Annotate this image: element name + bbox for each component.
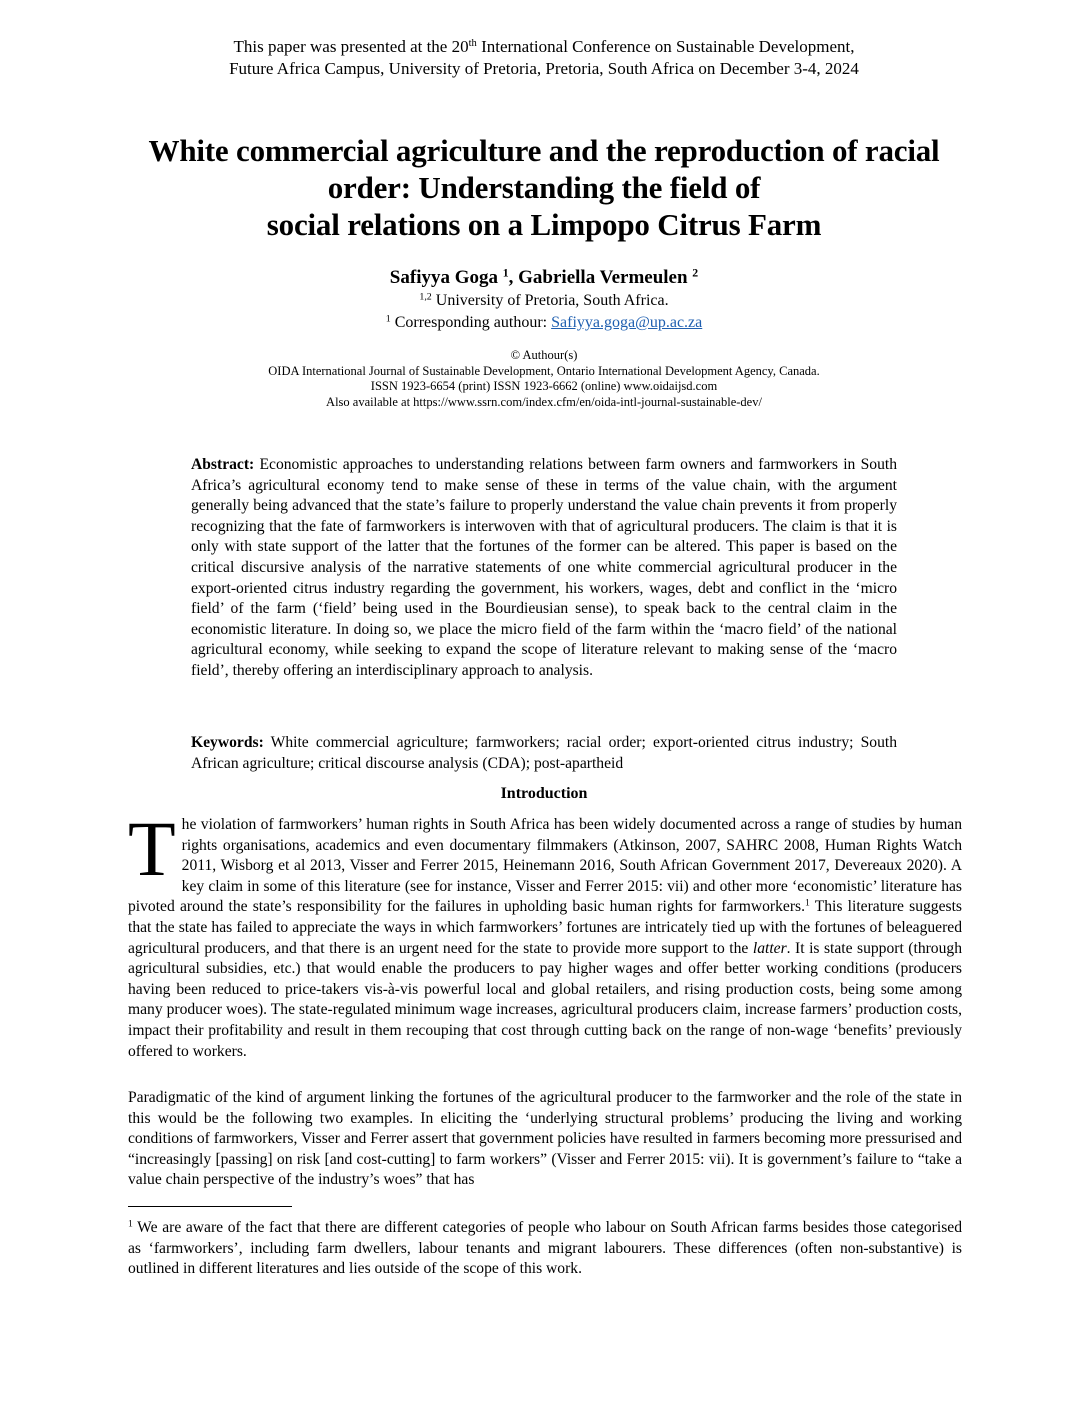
abstract-text: Economistic approaches to understanding relations between farm owners and farmworkers in South Africa’s agricultural economy tend to make sense of these in terms of the value chain, with the argument generally being advanced that the state’s failure to properly understand the value chain prevents it from properly recognizing that the fate of farmworkers is interwoven with that of agricultural producers. The claim is that it is only with state support of the latter that the fortunes of the former can be altered. This paper is based on the critical discursive analysis of the narrative statements of one white commercial agricultural producer in the export-oriented citrus industry regarding the government, his workers, wages, debt and conflict in the ‘micro field’ of the farm (‘field’ being used in the Bourdieusian sense), to speak back to the central claim in the economistic literature. In doing so, we place the micro field of the farm within the ‘macro field’ of the national agricultural economy, while seeking to expand the scope of literature relevant to making sense of the ‘macro field’, thereby offering an interdisciplinary approach to analysis. [191,456,897,679]
footnote-1 [128,1218,962,1280]
footnote-text: We are aware of the fact that there are different categories of people who labour on South African farms besides those categorised as ‘farmworkers’, including farm dwellers, labour tenants and migrant labourers. These differences (often non-substantive) is outlined in different literatures and lies outside of the scope of this work. [128,1219,962,1278]
journal-info [0,348,1088,410]
issn-line: ISSN 1923-6654 (print) ISSN 1923-6662 (online) www.oidaijsd.com [370,379,718,393]
section-heading-introduction: Introduction [500,785,588,802]
keywords [191,733,897,774]
abstract [191,455,897,682]
availability-line: Also available at https://www.ssrn.com/index.cfm/en/oida-intl-journal-sustainable-dev/ [326,394,762,409]
keywords-label: Keywords: [191,734,264,751]
copyright-line: © Authour(s) [510,348,578,362]
conference-note-line1: This paper was presented at the 20th International Conference on Sustainable Development, [233,37,855,56]
footnote-ref[interactable]: 1 [804,898,810,910]
journal-name: OIDA International Journal of Sustainable Development, Ontario International Development Agency, Canada. [268,363,820,378]
author-1: Safiyya Goga [389,267,498,288]
footnote-separator [128,1206,292,1207]
drop-cap: T [128,805,176,892]
title-line-1: White commercial agriculture and the reproduction of racial [148,133,940,168]
author-list: Safiyya Goga $^1$, Gabriella Vermeulen $^2$ [389,266,699,288]
title-line-3: social relations on a Limpopo Citrus Farm [266,207,822,242]
conference-note-line2: Future Africa Campus, University of Pretoria, Pretoria, South Africa on December 3-4, 2024 [229,59,859,78]
paper-title [100,132,988,243]
corresponding-author: $^1$ Corresponding authour: Safiyya.goga@up.ac.za [385,313,703,331]
footnote-number: 1 [128,1218,133,1230]
affiliation: $^{1,2}$ University of Pretoria, South Africa. [419,291,669,309]
abstract-label: Abstract: [191,456,255,473]
intro-paragraph-1: The violation of farmworkers’ human rights in South Africa has been widely documented across a range of studies by human rights organisations, academics and even documentary filmmakers (Atkinson, 2007, SAHRC 2008, Human Rights Watch 2011, Wisborg et al 2013, Visser and Ferrer 2015, Heinemann 2016, South African Government 2017, Devereaux 2020). A key claim in some of this literature (see for instance, Visser and Ferrer 2015: vii) and other more ‘economistic’ literature has pivoted around the state’s responsibility for the failures in upholding basic human rights for farmworkers.$^1$ This literature suggests that the state has failed to appreciate the ways in which farmworkers’ fortunes are intricately tied up with the fortunes of beleaguered agricultural producers, and that there is an urgent need for the state to provide more support to the latter. It is state support (through agricultural subsidies, etc.) that would enable the producers to pay higher wages and offer better working conditions (producers having been reduced to price-takers vis-à-vis powerful local and global retailers, and rising production costs, being some among many producer woes). The state-regulated minimum wage increases, agricultural producers claim, increase farmers’ production costs, impact their profitability and result in them recouping that cost through cutting back on the range of non-wage ‘benefits’ previously offered to workers. [128,805,962,1060]
author-2: Gabriella Vermeulen [518,267,688,288]
conference-note [0,36,1088,80]
title-line-2: order: Understanding the field of [327,170,761,205]
corresponding-email-link[interactable]: Safiyya.goga@up.ac.za [551,314,703,331]
intro-paragraph-2: Paradigmatic of the kind of argument linking the fortunes of the agricultural producer to the farmworker and the role of the state in this would be the following two examples. In eliciting the ‘underlying structural problems’ producing the living and working conditions of farmworkers, Visser and Ferrer assert that government policies have resulted in farmers becoming more pressurised and “increasingly [passing] on risk [and cost-cutting] to farm workers” (Visser and Ferrer 2015: vii). It is government’s failure to “take a value chain perspective of the industry’s woes” that has [128,1089,962,1189]
keywords-text: White commercial agriculture; farmworkers; racial order; export-oriented citrus industry; South African agriculture; critical discourse analysis (CDA); post-apartheid [191,734,897,772]
